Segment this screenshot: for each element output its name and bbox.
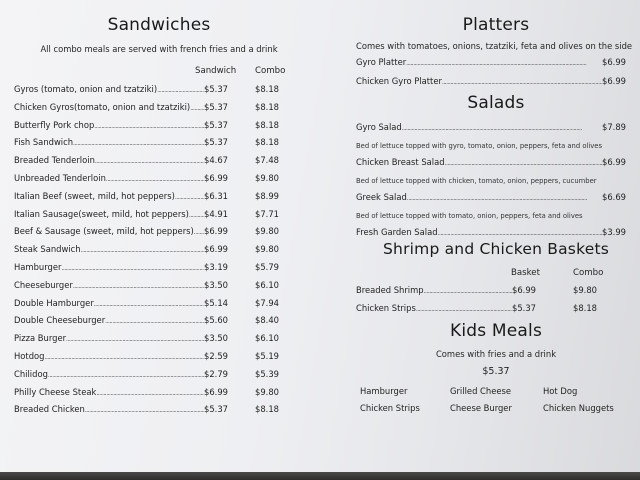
menu-item-name: Gyro Platter xyxy=(356,57,407,67)
menu-item-combo-price: $9.80 xyxy=(255,386,279,397)
menu-item-leader xyxy=(14,120,228,130)
platters-note: Comes with tomatoes, onions, tzatziki, feta and olives on the side xyxy=(356,41,633,51)
menu-item-name: Steak Sandwich xyxy=(14,244,81,255)
menu-item-leader xyxy=(356,192,626,202)
dot-leader xyxy=(85,407,204,414)
menu-item-combo-price: $8.18 xyxy=(255,137,279,148)
menu-item-price: $4.91 xyxy=(204,208,228,219)
menu-item-name: Italian Sausage(sweet, mild, hot peppers) xyxy=(14,208,189,219)
kids-menu-item: Chicken Nuggets xyxy=(543,403,614,413)
dot-leader xyxy=(402,125,602,132)
dot-leader xyxy=(445,160,602,167)
menu-item-combo-price: $9.80 xyxy=(255,226,279,237)
kids-note: Comes with fries and a drink xyxy=(435,349,557,359)
table-edge xyxy=(0,472,640,480)
menu-item-name: Chicken Gyros(tomato, onion and tzatziki) xyxy=(14,101,191,112)
dot-leader xyxy=(73,283,204,290)
kids-menu-item: Hamburger xyxy=(360,386,408,396)
menu-item-price: $6.69 xyxy=(602,192,626,202)
menu-item-name: Double Hamburger xyxy=(14,297,94,308)
dot-leader xyxy=(73,140,204,147)
menu-item-combo-price: $9.80 xyxy=(255,173,279,183)
menu-item-name: Gyro Salad xyxy=(356,122,402,132)
menu-item-name: Fresh Garden Salad xyxy=(356,227,438,237)
dot-leader xyxy=(48,372,204,379)
menu-item-combo-price: $7.71 xyxy=(255,208,279,219)
kids-menu-item: Cheese Burger xyxy=(450,403,512,413)
dot-leader xyxy=(407,195,602,202)
menu-item-price: $5.37 xyxy=(204,137,228,148)
menu-item-leader xyxy=(14,155,228,165)
menu-item-combo-price: $8.18 xyxy=(255,404,279,415)
menu-item-leader xyxy=(14,84,228,94)
menu-item-leader xyxy=(14,209,228,219)
menu-item-name: Butterfly Pork chop xyxy=(14,119,95,130)
menu-item-price: $6.31 xyxy=(204,190,228,201)
menu-item-combo-price: $8.18 xyxy=(255,119,279,130)
menu-item-leader xyxy=(14,369,228,379)
basket-combo-column-header: Combo xyxy=(573,268,604,278)
menu-item-leader xyxy=(356,303,536,313)
menu-item-name: Italian Beef (sweet, mild, hot peppers) xyxy=(14,190,175,201)
menu-item-price: $3.50 xyxy=(204,333,228,344)
menu-item-combo-price: $7.94 xyxy=(255,297,279,308)
menu-item-leader xyxy=(356,122,626,132)
menu-item-price: $6.99 xyxy=(204,386,228,397)
dot-leader xyxy=(81,247,204,254)
menu-item-leader xyxy=(14,387,228,397)
dot-leader xyxy=(190,105,204,112)
menu-item-leader xyxy=(14,262,228,272)
kids-title: Kids Meals xyxy=(449,321,543,341)
dot-leader xyxy=(95,158,204,165)
menu-item-leader xyxy=(356,227,626,237)
menu-item-name: Gyros (tomato, onion and tzatziki) xyxy=(14,84,158,94)
dot-leader xyxy=(157,87,204,94)
menu-item-name: Greek Salad xyxy=(356,192,407,202)
basket-combo-price: $8.18 xyxy=(573,303,597,313)
menu-item-leader xyxy=(356,57,626,67)
menu-item-price: $5.37 xyxy=(204,119,228,130)
menu-item-price: $5.37 xyxy=(204,84,228,94)
sandwich-column-header: Sandwich xyxy=(195,66,237,76)
menu-item-combo-price: $8.40 xyxy=(255,315,279,326)
menu-item-price: $5.14 xyxy=(204,297,228,308)
dot-leader xyxy=(194,229,204,236)
menu-item-price: $7.89 xyxy=(602,122,626,132)
menu-item-price: $5.37 xyxy=(204,404,228,415)
dot-leader xyxy=(94,123,204,130)
menu-item-price: $6.99 xyxy=(204,226,228,237)
menu-item-name: Breaded Tenderloin xyxy=(14,155,95,166)
menu-item-leader xyxy=(14,191,228,201)
menu-item-leader xyxy=(14,226,228,236)
menu-item-price: $4.67 xyxy=(204,155,228,166)
dot-leader xyxy=(189,212,204,219)
menu-item-name: Breaded Shrimp xyxy=(356,285,424,295)
menu-item-price: $6.99 xyxy=(204,244,228,255)
menu-item-price: $6.99 xyxy=(512,285,536,295)
baskets-title: Shrimp and Chicken Baskets xyxy=(383,240,609,258)
menu-item-leader xyxy=(14,333,228,343)
menu-item-combo-price: $5.39 xyxy=(255,368,279,379)
menu-item-name: Pizza Burger xyxy=(14,333,67,344)
combo-column-header: Combo xyxy=(255,66,286,76)
menu-item-name: Hotdog xyxy=(14,351,45,361)
menu-item-name: Beef & Sausage (sweet, mild, hot peppers) xyxy=(14,226,194,237)
menu-item-leader xyxy=(356,285,536,295)
menu-item-name: Fish Sandwich xyxy=(14,137,74,148)
menu-item-leader xyxy=(14,298,228,308)
dot-leader xyxy=(61,265,204,272)
menu-item-leader xyxy=(14,137,228,147)
menu-item-combo-price: $5.19 xyxy=(255,351,279,361)
dot-leader xyxy=(44,354,204,361)
menu-item-name: Double Cheeseburger xyxy=(14,315,106,326)
menu-item-combo-price: $7.48 xyxy=(255,155,279,166)
dot-leader xyxy=(424,288,512,295)
menu-item-price: $3.99 xyxy=(602,227,626,237)
dot-leader xyxy=(175,194,204,201)
menu-item-price: $6.99 xyxy=(602,157,626,167)
menu-item-price: $2.59 xyxy=(204,351,228,361)
menu-item-leader xyxy=(14,244,228,254)
menu-item-leader xyxy=(14,102,228,112)
menu-item-leader xyxy=(14,351,228,361)
menu-item-name: Chicken Gyro Platter xyxy=(356,76,442,86)
menu-item-price: $6.99 xyxy=(204,173,228,183)
menu-item-leader xyxy=(356,157,626,167)
menu-item-combo-price: $9.80 xyxy=(255,244,279,255)
sandwiches-title: Sandwiches xyxy=(107,15,211,35)
menu-item-price: $6.99 xyxy=(602,57,626,67)
menu-item-leader xyxy=(14,315,228,325)
menu-item-name: Chilidog xyxy=(14,368,48,379)
menu-item-price: $3.50 xyxy=(204,279,228,290)
menu-item-combo-price: $6.10 xyxy=(255,279,279,290)
basket-combo-price: $9.80 xyxy=(573,285,597,295)
dot-leader xyxy=(94,301,204,308)
kids-price: $5.37 xyxy=(482,366,510,377)
menu-item-price: $3.19 xyxy=(204,262,228,272)
salad-description: Bed of lettuce topped with chicken, tomato, onion, peppers, cucumber xyxy=(356,177,597,185)
menu-item-price: $5.37 xyxy=(512,303,536,313)
dot-leader xyxy=(106,176,204,183)
dot-leader xyxy=(66,336,204,343)
menu-item-leader xyxy=(14,280,228,290)
menu-item-leader xyxy=(14,173,228,183)
dot-leader xyxy=(406,60,602,67)
menu-item-name: Unbreaded Tenderloin xyxy=(14,173,106,183)
menu-item-name: Hamburger xyxy=(14,262,62,272)
sandwiches-note: All combo meals are served with french fries and a drink xyxy=(40,44,278,54)
dot-leader xyxy=(416,306,512,313)
menu-item-price: $6.99 xyxy=(602,76,626,86)
basket-column-header: Basket xyxy=(511,268,540,278)
dot-leader xyxy=(96,390,204,397)
menu-item-name: Philly Cheese Steak xyxy=(14,386,97,397)
menu-item-combo-price: $8.18 xyxy=(255,84,279,94)
menu-item-leader xyxy=(356,76,626,86)
kids-menu-item: Hot Dog xyxy=(543,386,578,396)
kids-menu-item: Grilled Cheese xyxy=(450,386,512,396)
menu-item-combo-price: $8.18 xyxy=(255,101,279,112)
menu-item-leader xyxy=(14,404,228,414)
menu-item-combo-price: $5.79 xyxy=(255,262,279,272)
menu-item-name: Chicken Strips xyxy=(356,303,416,313)
salad-description: Bed of lettuce topped with gyro, tomato, onion, peppers, feta and olives xyxy=(356,142,603,150)
salads-title: Salads xyxy=(467,93,525,113)
dot-leader xyxy=(442,79,602,86)
menu-item-price: $2.79 xyxy=(204,368,228,379)
dot-leader xyxy=(105,318,204,325)
menu-item-combo-price: $6.10 xyxy=(255,333,279,344)
menu-item-combo-price: $8.99 xyxy=(255,190,279,201)
menu-item-name: Cheeseburger xyxy=(14,279,73,290)
menu-item-price: $5.37 xyxy=(204,101,228,112)
menu-item-name: Chicken Breast Salad xyxy=(356,157,445,167)
salad-description: Bed of lettuce topped with tomato, onion, peppers, feta and olives xyxy=(356,212,583,220)
menu-item-price: $5.60 xyxy=(204,315,228,326)
kids-menu-item: Chicken Strips xyxy=(360,403,420,413)
menu-item-name: Breaded Chicken xyxy=(14,404,85,415)
platters-title: Platters xyxy=(462,15,530,35)
dot-leader xyxy=(438,230,602,237)
